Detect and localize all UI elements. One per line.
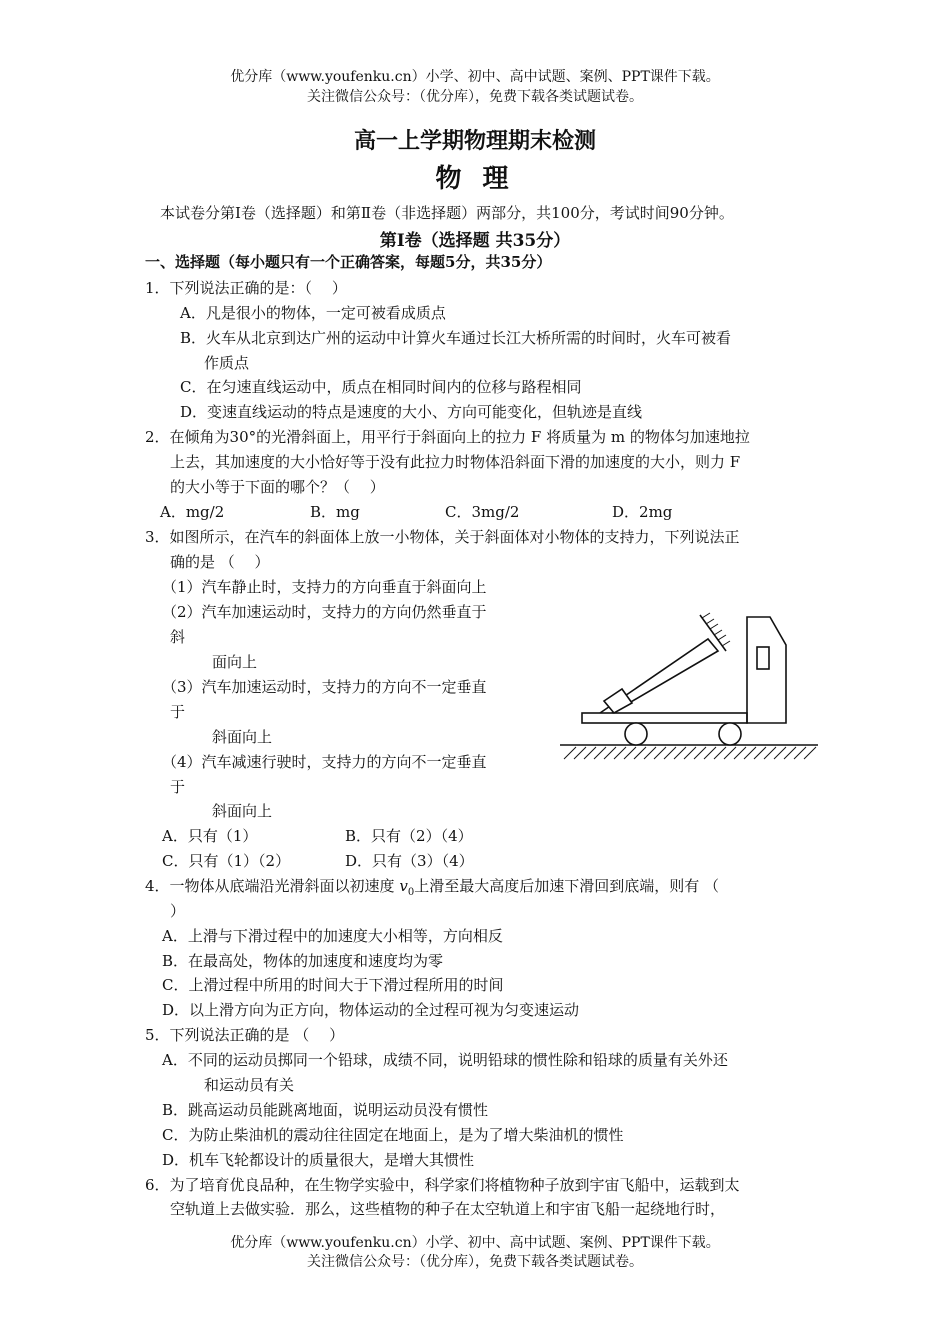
q1-option-b-cont: 作质点 <box>204 354 250 372</box>
q4-line-1 <box>145 875 719 898</box>
front-wheel <box>719 723 741 745</box>
q3-line-1: 3．如图所示，在汽车的斜面体上放一小物体，关于斜面体对小物体的支持力，下列说法正 <box>145 528 740 546</box>
q6-line-2: 空轨道上去做实验．那么，这些植物的种子在太空轨道上和宇宙飞船一起绕地行时， <box>170 1200 726 1218</box>
q2-option-a: A．mg/2 <box>160 503 225 521</box>
q2-line-1: 2．在倾角为30°的光滑斜面上，用平行于斜面向上的拉力 F 将质量为 m 的物体匀加速地拉 <box>145 428 750 446</box>
q4-var-subscript: 0 <box>407 887 415 898</box>
ground-hatching <box>564 747 816 759</box>
q1-option-d: D．变速直线运动的特点是速度的大小、方向可能变化，但轨迹是直线 <box>180 403 643 421</box>
q5-option-b: B．跳高运动员能跳离地面，说明运动员没有惯性 <box>162 1101 489 1119</box>
q3-statement-2-cont: 面向上 <box>212 653 258 671</box>
cab-window <box>757 647 769 669</box>
q3-statement-1: （1）汽车静止时，支持力的方向垂直于斜面向上 <box>162 578 487 596</box>
q3-option-c: C．只有（1）（2） <box>162 852 291 870</box>
q5-option-a-cont: 和运动员有关 <box>204 1076 295 1094</box>
q1-option-b: B．火车从北京到达广州的运动中计算火车通过长江大桥所需的时间时，火车可被看 <box>180 329 732 347</box>
subject-title: 物 理 <box>435 164 515 194</box>
q3-statement-3-wrap: 于 <box>170 703 186 721</box>
q5-option-a: A．不同的运动员掷同一个铅球，成绩不同，说明铅球的惯性除和铅球的质量有关外还 <box>162 1051 728 1069</box>
part1-title: 第Ⅰ卷（选择题 共35分） <box>379 231 571 251</box>
q4-line-1-pre: 4．一物体从底端沿光滑斜面以初速度 <box>145 877 400 895</box>
q3-option-a: A．只有（1） <box>162 827 258 845</box>
header-line-2: 关注微信公众号：（优分库），免费下载各类试题试卷。 <box>307 89 643 105</box>
q5-option-d: D．机车飞轮都设计的质量很大，是增大其惯性 <box>162 1151 475 1169</box>
q2-option-c: C．3mg/2 <box>445 503 520 521</box>
q1-option-a: A．凡是很小的物体，一定可被看成质点 <box>180 304 446 322</box>
exam-title: 高一上学期物理期末检测 <box>353 128 596 154</box>
q3-option-d: D．只有（3）（4） <box>345 852 474 870</box>
rear-wheel <box>625 723 647 745</box>
q4-option-d: D．以上滑方向为正方向，物体运动的全过程可视为匀变速运动 <box>162 1001 580 1019</box>
section1-title: 一、选择题（每小题只有一个正确答案，每题5分，共35分） <box>145 253 552 271</box>
q3-statement-2: （2）汽车加速运动时，支持力的方向仍然垂直于 <box>162 603 487 621</box>
truck-incline-figure <box>560 605 820 765</box>
q4-option-b: B．在最高处，物体的加速度和速度均为零 <box>162 952 444 970</box>
q1-option-c: C．在匀速直线运动中，质点在相同时间内的位移与路程相同 <box>180 378 582 396</box>
q6-line-1: 6．为了培育优良品种，在生物学实验中，科学家们将植物种子放到宇宙飞船中，运载到太 <box>145 1176 740 1194</box>
q4-line-1-post: 上滑至最大高度后加速下滑回到底端，则有 （ <box>414 877 719 895</box>
q1-stem: 1．下列说法正确的是：（ ） <box>145 279 347 297</box>
q2-line-3: 的大小等于下面的哪个？（ ） <box>170 478 385 496</box>
q2-option-d: D．2mg <box>612 503 673 521</box>
truck-bed <box>582 713 747 723</box>
footer-line-2: 关注微信公众号：（优分库），免费下载各类试题试卷。 <box>307 1254 643 1270</box>
q4-option-a: A．上滑与下滑过程中的加速度大小相等，方向相反 <box>162 927 503 945</box>
q3-statement-2-wrap: 斜 <box>170 628 186 646</box>
q3-statement-4: （4）汽车减速行驶时，支持力的方向不一定垂直 <box>162 753 487 771</box>
q3-statement-4-cont: 斜面向上 <box>212 802 273 820</box>
q3-option-b: B．只有（2）（4） <box>345 827 473 845</box>
truck-cab <box>747 617 786 723</box>
q2-option-b: B．mg <box>310 503 360 521</box>
q4-line-2: ） <box>170 902 186 920</box>
exam-intro: 本试卷分第Ⅰ卷（选择题）和第Ⅱ卷（非选择题）两部分，共100分，考试时间90分钟。 <box>160 204 734 222</box>
q3-line-2: 确的是 （ ） <box>170 553 270 571</box>
header-line-1: 优分库（www.youfenku.cn）小学、初中、高中试题、案例、PPT课件下载。 <box>230 69 720 85</box>
q4-var-v: v <box>399 877 408 895</box>
q3-statement-3-cont: 斜面向上 <box>212 728 273 746</box>
q5-stem: 5．下列说法正确的是 （ ） <box>145 1026 345 1044</box>
q3-statement-4-wrap: 于 <box>170 778 186 796</box>
q3-statement-3: （3）汽车加速运动时，支持力的方向不一定垂直 <box>162 678 487 696</box>
footer-line-1: 优分库（www.youfenku.cn）小学、初中、高中试题、案例、PPT课件下载。 <box>230 1235 720 1251</box>
q5-option-c: C．为防止柴油机的震动往往固定在地面上，是为了增大柴油机的惯性 <box>162 1126 624 1144</box>
q2-line-2: 上去，其加速度的大小恰好等于没有此拉力时物体沿斜面下滑的加速度的大小，则力 F <box>170 453 741 471</box>
small-block <box>604 689 632 713</box>
q4-option-c: C．上滑过程中所用的时间大于下滑过程所用的时间 <box>162 976 504 994</box>
